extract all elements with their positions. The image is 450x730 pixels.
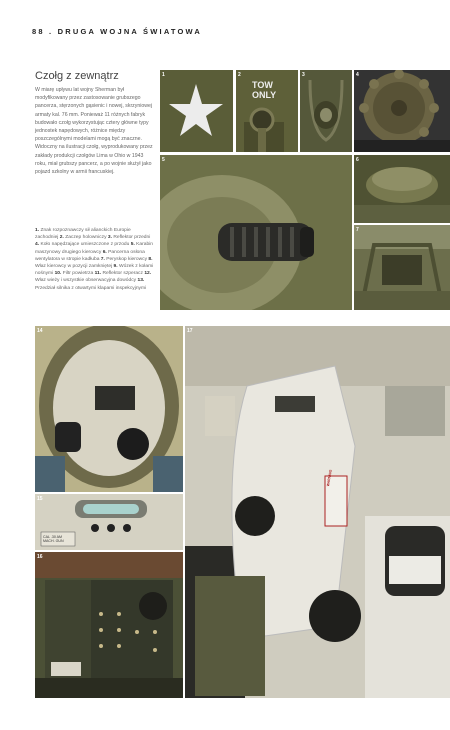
caption-number: 8. bbox=[148, 256, 153, 262]
caption-number: 9. bbox=[113, 264, 118, 270]
caption-text: Pancerna osłona wentylatora w stropie kadłuba bbox=[35, 249, 145, 262]
caption-text: Przedział silnika z otwartymi klapami inspekcyjnymi bbox=[35, 285, 147, 291]
tow-text: TOW bbox=[252, 80, 273, 90]
photo-2-tow-hook bbox=[236, 70, 298, 152]
photo-1-allied-star bbox=[160, 70, 233, 152]
star-icon bbox=[160, 70, 233, 152]
caption-item bbox=[35, 242, 131, 247]
photo-number: 16 bbox=[37, 554, 43, 560]
caption-text: Zaczep holowniczy bbox=[65, 235, 107, 241]
caption-item bbox=[101, 257, 149, 262]
photo-number: 5 bbox=[162, 157, 165, 163]
photo-number: 14 bbox=[37, 328, 43, 334]
photo-14-turret-hatch bbox=[35, 326, 183, 492]
caption-text: Koło napędzające umieszczone z przodu bbox=[40, 242, 130, 248]
photo-number: 4 bbox=[356, 72, 359, 78]
caption-number: 4. bbox=[35, 242, 40, 248]
running-head-separator: . bbox=[49, 27, 58, 36]
caption-item bbox=[60, 235, 108, 240]
caption-number: 3. bbox=[107, 235, 112, 241]
photo-number: 3 bbox=[302, 72, 305, 78]
caption-text: Filtr powietrza bbox=[62, 271, 94, 277]
ammo-label: CAL .30 AM MACH. GUN bbox=[43, 535, 64, 543]
caption-text: Reflektor przedni bbox=[113, 235, 151, 241]
photo-number: 17 bbox=[187, 328, 193, 334]
running-head-title: DRUGA WOJNA ŚWIATOWA bbox=[57, 27, 203, 36]
caption-number: 10. bbox=[54, 271, 62, 277]
photo-number: 6 bbox=[356, 157, 359, 163]
page-number: 88 bbox=[32, 27, 45, 36]
photo-number: 15 bbox=[37, 496, 43, 502]
caption-text: Znak rozpoznawczy sił alianckich Europie zachodniej bbox=[35, 228, 131, 241]
running-head-bar bbox=[0, 0, 450, 50]
section-title: Czołg z zewnątrz bbox=[35, 70, 119, 82]
tow-only-stencil bbox=[252, 80, 276, 100]
caption-item bbox=[108, 235, 150, 240]
caption-text: Wózek z kołami nośnymi bbox=[35, 264, 154, 277]
photo-4-drive-sprocket bbox=[354, 70, 450, 152]
photo-16-radio-set bbox=[35, 552, 183, 698]
photo-number: 2 bbox=[238, 72, 241, 78]
caption-text: Właz wieży i wszystkie obserwacyjna dowódcy bbox=[35, 278, 137, 284]
caption-number: 2. bbox=[59, 235, 64, 241]
body-text: W miarę upływu lat wojny Sherman był modyfikowany przez zastosowanie grubszego pancerza, stęrzonych gąsienic i nowej, skrzyniowej armaty kal. 76 mm. Ponieważ 11 różnych fabryk budowało czołg wykorzystując cztery główne typy jednostek napędowych, różnice między poszczególnymi modelami mogą być znaczne. Widoczny na ilustracji czołg, wyprodukowany przez zakłady produkcji czołgów Lima w Ohio w 1943 roku, miał grubszy pancerz, a po wojnie służył jako pojazd szkolny w armii francuskiej. bbox=[35, 87, 153, 176]
caption-number: 12. bbox=[144, 271, 152, 277]
photo-7-driver-periscope bbox=[354, 225, 450, 310]
caption-item bbox=[55, 271, 95, 276]
photo-number: 1 bbox=[162, 72, 165, 78]
caption-number: 11. bbox=[94, 271, 102, 277]
photo-17-turret-interior bbox=[185, 326, 450, 698]
caption-text: Karabin maszynowy drugiego kierowcy bbox=[35, 242, 154, 255]
caption-number: 6. bbox=[102, 249, 107, 255]
caption-text: Peryskop kierowcy bbox=[106, 256, 148, 262]
caption-text: Reflektor szperacz bbox=[102, 271, 143, 277]
only-text: ONLY bbox=[252, 90, 277, 100]
caption-number: 13. bbox=[137, 278, 145, 284]
photo-3-headlight bbox=[300, 70, 352, 152]
running-head bbox=[32, 27, 202, 36]
photo-5-bow-machine-gun bbox=[160, 155, 352, 310]
caption-number: 1. bbox=[35, 228, 40, 233]
photo-15-vision-block bbox=[35, 494, 183, 550]
caption-text: Właz kierowcy w pozycji zamkniętej bbox=[35, 264, 113, 270]
caption-number: 5. bbox=[130, 242, 135, 248]
warning-plate: WARNING bbox=[326, 469, 333, 487]
photo-6-ventilator-cover bbox=[354, 155, 450, 223]
caption-number: 7. bbox=[100, 256, 105, 262]
caption-item bbox=[95, 271, 145, 276]
photo-number: 7 bbox=[356, 227, 359, 233]
caption-list bbox=[35, 227, 155, 292]
